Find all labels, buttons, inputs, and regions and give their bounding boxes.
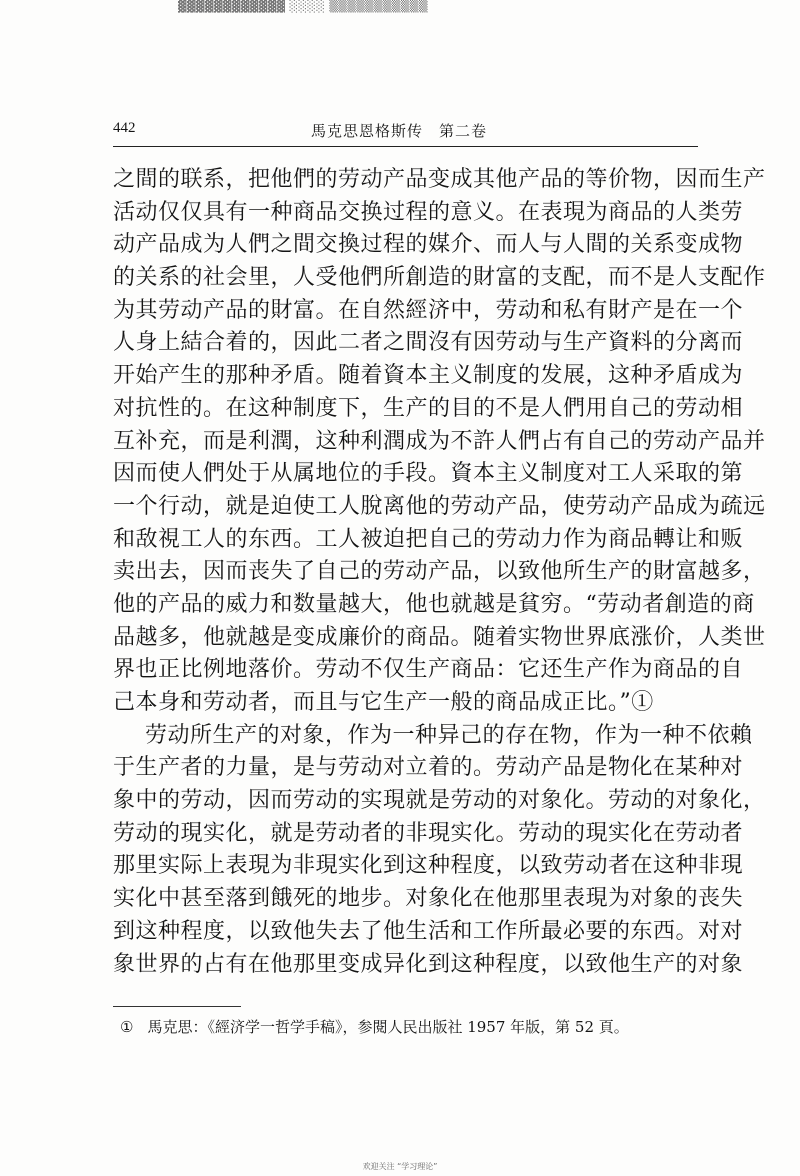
bottom-caption: 欢迎关注 “学习理论” bbox=[362, 1162, 438, 1171]
text-line: 对抗性的。在这种制度下，生产的目的不是人們用自己的劳动相 bbox=[113, 395, 744, 421]
text-line: 实化中甚至落到餓死的地步。对象化在他那里表現为对象的丧失 bbox=[113, 886, 744, 912]
text-line: 那里实际上表現为非現实化到这种程度，以致劳动者在这种非現 bbox=[113, 853, 744, 879]
text-line: 己本身和劳动者，而且与它生产一般的商品成正比。”① bbox=[113, 690, 654, 715]
text-line: 他的产品的威力和数量越大，他也就越是貧穷。“劳动者創造的商 bbox=[113, 591, 755, 617]
text-line: 界也正比例地落价。劳动不仅生产商品：它还生产作为商品的自 bbox=[113, 657, 744, 683]
text-line: 象中的劳动，因而劳动的实現就是劳动的对象化。劳动的对象化， bbox=[113, 788, 766, 814]
page-number: 442 bbox=[113, 120, 136, 136]
running-head: 馬克思恩格斯传 第二卷 bbox=[311, 122, 488, 140]
text-line: 的关系的社会里，人受他們所創造的財富的支配，而不是人支配作 bbox=[113, 265, 766, 291]
text-line: 和敌視工人的东西。工人被迫把自己的劳动力作为商品轉让和贩 bbox=[113, 526, 744, 552]
text-line: 一个行动，就是迫使工人脫离他的劳动产品，使劳动产品成为疏远 bbox=[113, 493, 766, 519]
body-text bbox=[113, 164, 766, 981]
text-line: 开始产生的那种矛盾。随着資本主义制度的发展，这种矛盾成为 bbox=[113, 363, 744, 389]
text-line: 品越多，他就越是变成廉价的商品。随着实物世界底涨价，人类世 bbox=[113, 624, 766, 650]
text-line: 象世界的占有在他那里变成异化到这种程度，以致他生产的对象 bbox=[113, 951, 744, 977]
page-header bbox=[113, 120, 698, 142]
text-line: 因而使人們处于从属地位的手段。資本主义制度对工人采取的第 bbox=[113, 461, 744, 487]
text-line: 卖出去，因而丧失了自己的劳动产品，以致他所生产的財富越多， bbox=[113, 559, 766, 585]
footnote-text: 馬克思：《經济学一哲学手稿》，参閱人民出版社 1957 年版，第 52 頁。 bbox=[147, 1018, 629, 1036]
text-line: 劳动的現实化，就是劳动者的非現实化。劳动的現实化在劳动者 bbox=[113, 820, 744, 846]
footnote-rule bbox=[113, 1006, 241, 1007]
text-line: 动产品成为人們之間交換过程的媒介、而人与人間的关系变成物 bbox=[113, 232, 744, 258]
footnote bbox=[120, 1016, 629, 1037]
text-line: 到这种程度，以致他失去了他生活和工作所最必要的东西。对对 bbox=[113, 918, 744, 944]
text-line: 活动仅仅具有一种商品交换过程的意义。在表現为商品的人类劳 bbox=[113, 199, 744, 225]
scan-header-artifact: ▓▓▓▓▓▓▓▓▓▓▓▓ ░░░░ ▒▒▒▒▒▒▒▒▒▒▒ bbox=[178, 0, 428, 13]
text-line: 于生产者的力量，是与劳动对立着的。劳动产品是物化在某种对 bbox=[113, 755, 744, 781]
text-line: 之間的联系，把他們的劳动产品变成其他产品的等价物，因而生产 bbox=[113, 167, 766, 192]
footnote-mark: ① bbox=[120, 1018, 134, 1036]
header-rule bbox=[113, 146, 698, 147]
text-line: 为其劳动产品的財富。在自然經济中，劳动和私有財产是在一个 bbox=[113, 297, 744, 323]
text-line: 人身上結合着的，因此二者之間沒有因劳动与生产資料的分离而 bbox=[113, 330, 744, 356]
text-line: 互补充，而是利潤，这种利潤成为不許人們占有自己的劳动产品并 bbox=[113, 428, 766, 454]
paragraph-start-line: 劳动所生产的对象，作为一种异己的存在物，作为一种不依賴 bbox=[145, 722, 753, 748]
